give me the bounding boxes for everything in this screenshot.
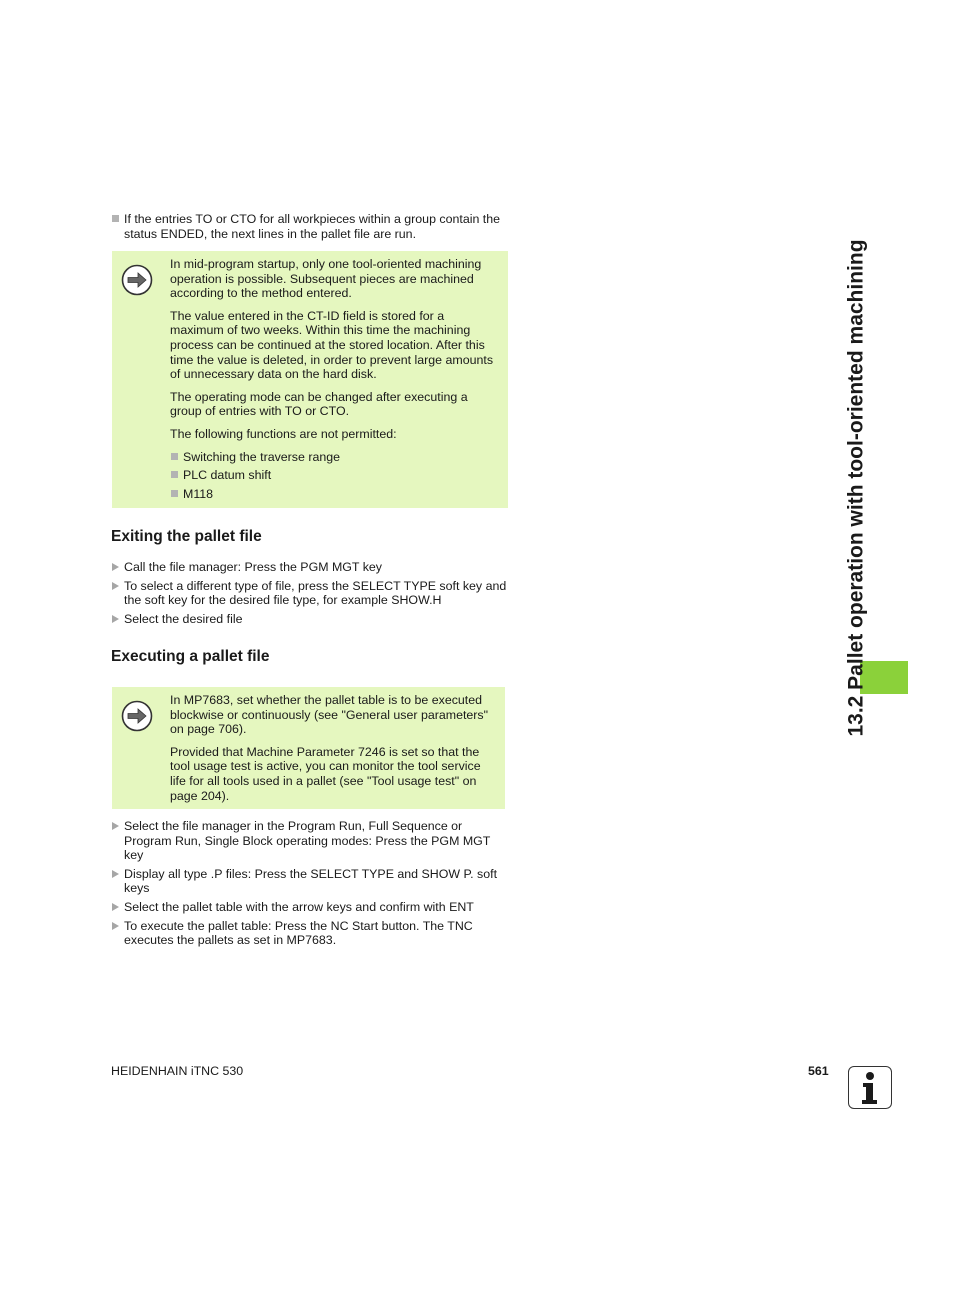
note-text [170, 693, 497, 811]
step-item: Select the pallet table with the arrow keys and confirm with ENT [111, 900, 511, 915]
info-icon [848, 1066, 892, 1109]
chapter-title-vertical [817, 215, 897, 760]
step-item: To select a different type of file, press the SELECT TYPE soft key and the soft key for the desired file type, for example SHOW.H [111, 579, 511, 608]
executing-steps-list [111, 819, 511, 952]
note-box-startup [112, 251, 508, 508]
footer-product-name: HEIDENHAIN iTNC 530 [111, 1064, 244, 1078]
note-paragraph: The following functions are not permitted: [170, 426, 397, 441]
not-permitted-item: Switching the traverse range [170, 450, 500, 465]
note-paragraph: In MP7683, set whether the pallet table is to be executed blockwise or continuously (see "General user parameters" on page 706). [170, 693, 489, 737]
note-paragraph: The operating mode can be changed after executing a group of entries with TO or CTO. [170, 389, 468, 419]
step-item: Select the desired file [111, 612, 511, 627]
arrow-right-icon [121, 264, 153, 296]
note-text [170, 257, 500, 505]
note-paragraph: In mid-program startup, only one tool-oriented machining operation is possible. Subsequent pieces are machined according to the method entered. [170, 257, 482, 301]
note-box-executing [112, 687, 505, 809]
intro-bullet [111, 212, 524, 241]
step-item: Display all type .P files: Press the SELECT TYPE and SHOW P. soft keys [111, 867, 511, 896]
intro-bullet-text: If the entries TO or CTO for all workpieces within a group contain the status ENDED, the next lines in the pallet file are run. [124, 212, 501, 241]
step-item: Select the file manager in the Program Run, Full Sequence or Program Run, Single Block operating modes: Press the PGM MGT key [111, 819, 511, 863]
step-item: Call the file manager: Press the PGM MGT key [111, 560, 511, 575]
section-heading-executing: Executing a pallet file [111, 648, 270, 665]
not-permitted-item: M118 [170, 487, 500, 502]
exiting-steps-list [111, 560, 511, 630]
step-item: To execute the pallet table: Press the NC Start button. The TNC executes the pallets as set in MP7683. [111, 919, 511, 948]
arrow-right-icon [121, 700, 153, 732]
not-permitted-item: PLC datum shift [170, 468, 500, 483]
section-heading-exiting: Exiting the pallet file [111, 528, 262, 545]
chapter-title-text: 13.2 Pallet operation with tool-oriented machining [844, 238, 868, 737]
page-number: 561 [808, 1064, 829, 1078]
info-glyph-icon [849, 1067, 890, 1107]
note-paragraph: Provided that Machine Parameter 7246 is set so that the tool usage test is active, you can monitor the tool service life for all tools used in a pallet (see "Tool usage test" on page 204). [170, 744, 481, 803]
note-paragraph: The value entered in the CT-ID field is stored for a maximum of two weeks. Within this time the machining process can be continued at the stored location. After this time the value is deleted, in order to prevent large amounts of unnecessary data on the hard disk. [170, 308, 494, 382]
